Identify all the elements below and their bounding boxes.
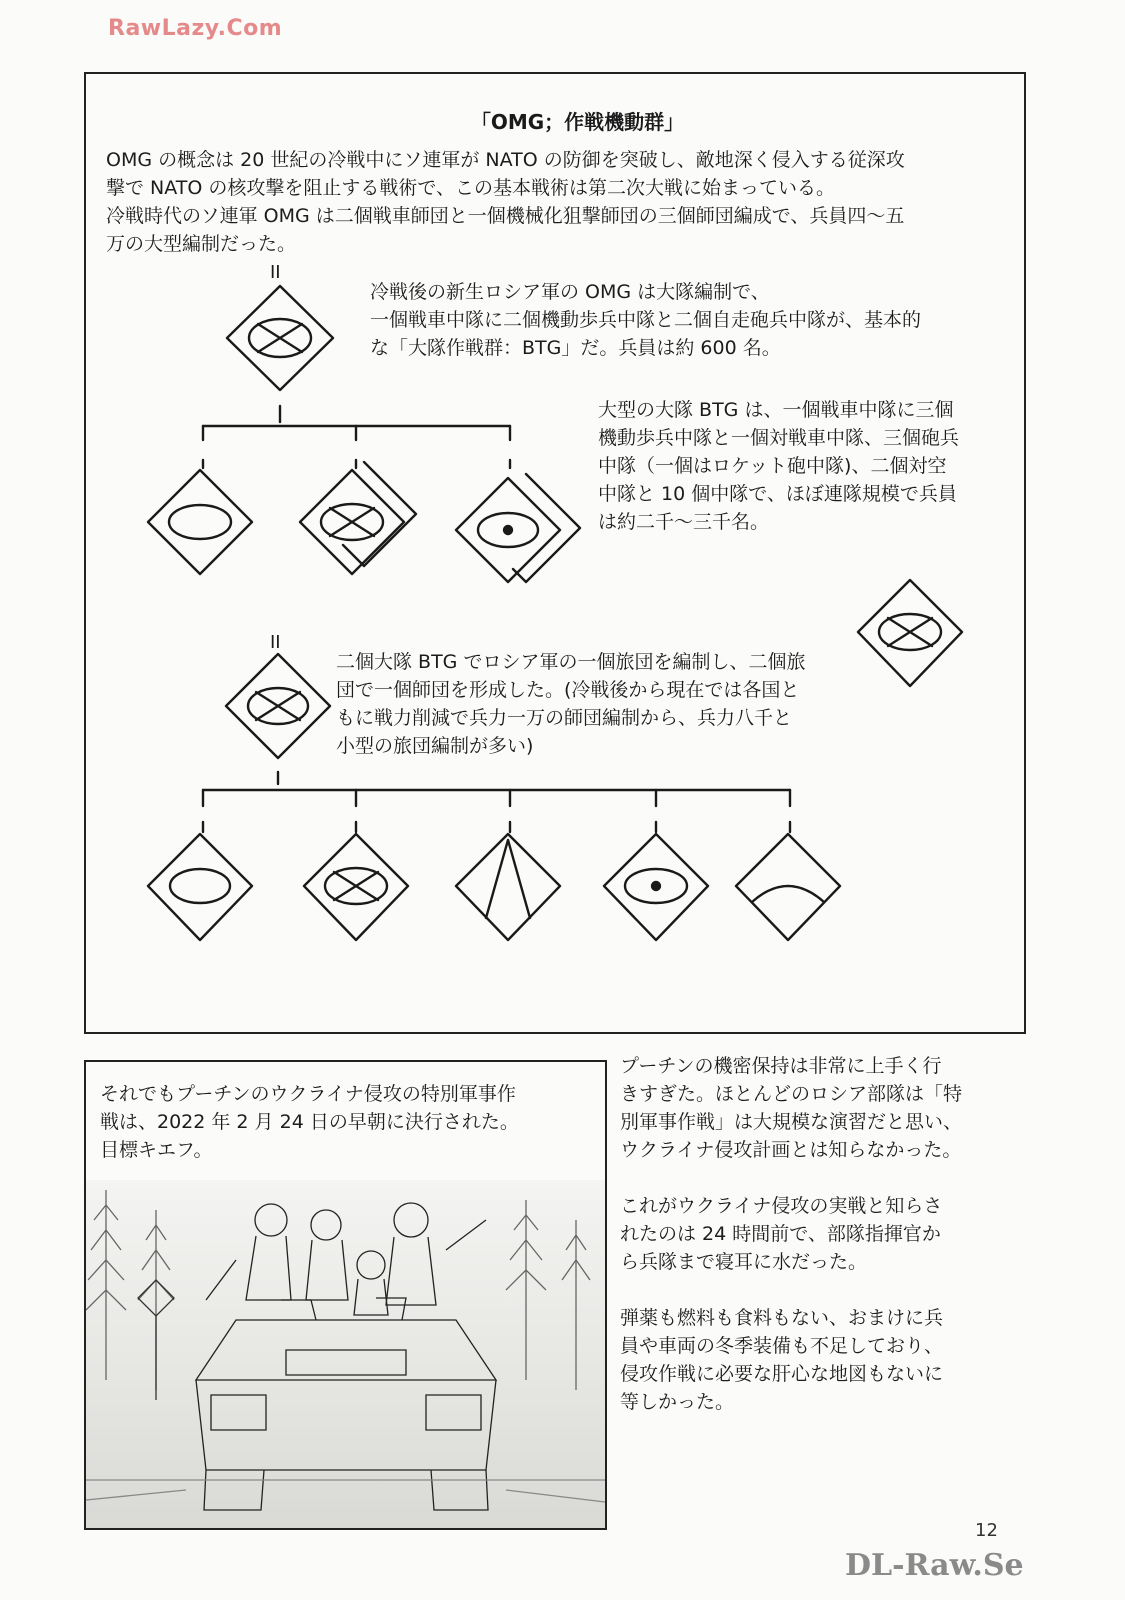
panel-right-line: 等しかった。 — [620, 1391, 735, 1413]
brigade-line: もに戦力削減で兵力一万の師団編制から、兵力八千と — [336, 707, 793, 729]
soldiers-illustration — [206, 1203, 486, 1315]
large-btg-line: 中隊（一個はロケット砲中隊)、二個対空 — [598, 455, 947, 477]
panel-right-line: 弾薬も燃料も食料もない、おまけに兵 — [620, 1307, 944, 1329]
intro-line: 冷戦時代のソ連軍 OMG は二個戦車師団と一個機械化狙撃師団の三個師団編成で、兵員四〜五 — [106, 205, 905, 227]
intro-line: OMG の概念は 20 世紀の冷戦中にソ連軍が NATO の防御を突破し、敵地深く侵入する従深攻 — [106, 149, 905, 171]
armored-vehicle-illustration — [86, 1180, 605, 1528]
brigade-mech-symbol — [858, 580, 962, 686]
large-btg-line: 中隊と 10 個中隊で、ほぼ連隊規模で兵員 — [598, 483, 957, 505]
air-defense-symbol — [736, 834, 840, 940]
panel-left-line: それでもプーチンのウクライナ侵攻の特別軍事作 — [100, 1083, 516, 1105]
panel-right-paragraph-1 — [620, 1052, 962, 1164]
forest-illustration — [86, 1190, 590, 1390]
panel-right-line: ウクライナ侵攻計画とは知らなかった。 — [620, 1139, 962, 1161]
panel-right-paragraph-3 — [620, 1304, 943, 1416]
panel-right-line: ら兵隊まで寝耳に水だった。 — [620, 1251, 868, 1273]
echelon-mark-middle: II — [270, 632, 281, 653]
panel-right-line: 員や車両の冬季装備も不足しており、 — [620, 1335, 944, 1357]
panel-right-line: これがウクライナ侵攻の実戦と知らさ — [620, 1195, 943, 1217]
artillery-symbol — [604, 834, 708, 940]
panel-right-line: 別軍事作戦」は大規模な演習だと思い、 — [620, 1111, 963, 1133]
watermark-top: RawLazy.Com — [108, 16, 283, 41]
watermark-bottom: DL-Raw.Se — [845, 1548, 1024, 1583]
panel-left-text — [100, 1080, 519, 1164]
mech-infantry-symbol — [304, 834, 408, 940]
intro-line: 撃で NATO の核攻撃を阻止する戦術で、この基本戦術は第二次大戦に始まっている。 — [106, 177, 835, 199]
tank-company-symbol — [148, 470, 252, 574]
echelon-mark-top: II — [270, 262, 281, 283]
large-btg-line: 機動歩兵中隊と一個対戦車中隊、三個砲兵 — [598, 427, 960, 449]
large-btg-line: 大型の大隊 BTG は、一個戦車中隊に三個 — [598, 399, 954, 421]
tree-connector-1 — [203, 406, 510, 468]
panel-left-line: 目標キエフ。 — [100, 1139, 213, 1161]
panel-right-line: れたのは 24 時間前で、部隊指揮官か — [620, 1223, 941, 1245]
anti-tank-symbol — [456, 834, 560, 940]
brigade-line: 小型の旅団編制が多い) — [336, 735, 534, 757]
panel-right-paragraph-2 — [620, 1192, 942, 1276]
mech-infantry-stack-symbol — [300, 462, 416, 574]
panel-right-line: プーチンの機密保持は非常に上手く行 — [620, 1055, 942, 1077]
panel-left-line: 戦は、2022 年 2 月 24 日の早朝に決行された。 — [100, 1111, 519, 1133]
page-number: 12 — [975, 1520, 998, 1541]
btg-line: 一個戦車中隊に二個機動歩兵中隊と二個自走砲兵中隊が、基本的 — [370, 309, 922, 331]
vehicle-illustration — [196, 1298, 496, 1510]
brigade-hq-symbol — [226, 654, 330, 758]
artillery-stack-symbol — [456, 474, 580, 582]
brigade-line: 団で一個師団を形成した。(冷戦後から現在では各国と — [336, 679, 800, 701]
tree-connector-2 — [203, 772, 790, 832]
section-title: 「OMG；作戦機動群」 — [470, 110, 685, 134]
panel-right-line: きすぎた。ほとんどのロシア部隊は「特 — [620, 1083, 963, 1105]
btg-hq-symbol — [227, 286, 333, 390]
tank-symbol — [148, 834, 252, 940]
btg-line: 冷戦後の新生ロシア軍の OMG は大隊編制で、 — [370, 281, 770, 303]
panel-right-line: 侵攻作戦に必要な肝心な地図もないに — [620, 1363, 944, 1385]
brigade-line: 二個大隊 BTG でロシア軍の一個旅団を編制し、二個旅 — [336, 651, 806, 673]
large-btg-line: は約二千〜三千名。 — [598, 511, 770, 533]
intro-line: 万の大型編制だった。 — [106, 233, 297, 255]
btg-line: な「大隊作戦群：BTG」だ。兵員は約 600 名。 — [370, 337, 781, 359]
